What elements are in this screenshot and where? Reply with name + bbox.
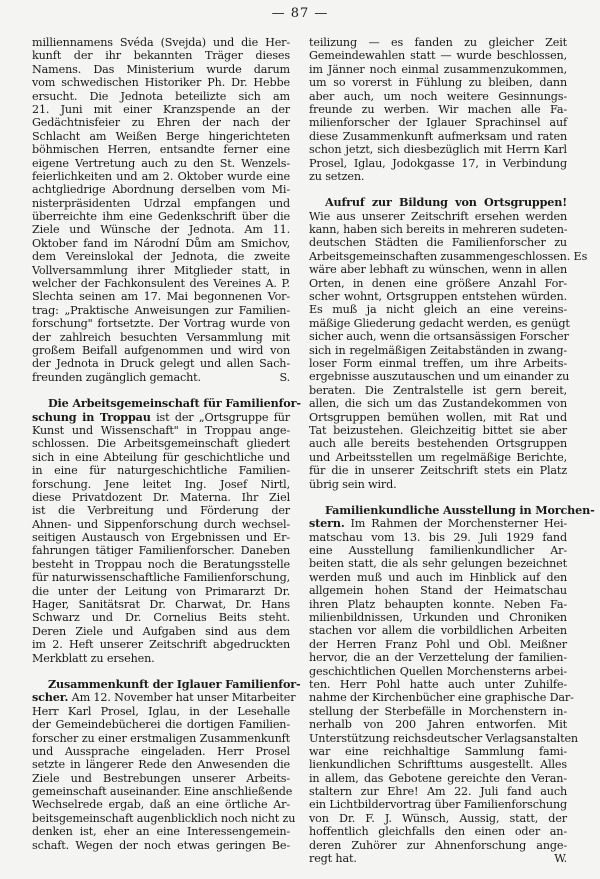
text-line: stachen vor allem die vorbildlichen Arbeiten bbox=[309, 624, 567, 638]
text-line: schaft. Wegen der noch etwas geringen Be- bbox=[32, 838, 290, 852]
text-line: Gedächtnisfeier zu Ehren der nach der bbox=[32, 116, 290, 130]
section-heading: Zusammenkunft der Iglauer Familienfor- bbox=[48, 676, 301, 691]
text-line: geschichtlichen Quellen Morchensterns arbei- bbox=[309, 664, 567, 678]
text-line: werden muß und auch im Hinblick auf den bbox=[309, 570, 567, 584]
text-line: Gemeindewahlen statt — wurde beschlossen, bbox=[309, 49, 567, 63]
text-line: um so vorerst in Fühlung zu bleiben, dann bbox=[309, 76, 567, 90]
text-line: milienforscher der Iglauer Sprachinsel auf bbox=[309, 116, 567, 130]
text-line: Schlacht am Weißen Berge hingerichteten bbox=[32, 129, 290, 143]
paragraph bbox=[309, 36, 567, 183]
text-line: diese Zusammenkunft aufmerksam und raten bbox=[309, 129, 567, 143]
text-line: in allem, das Gebotene gereichte den Veran- bbox=[309, 771, 567, 785]
text-line: teilizung — es fanden zu gleicher Zeit bbox=[309, 36, 567, 49]
section-heading: scher. bbox=[32, 690, 69, 705]
text-line: war eine reichhaltige Sammlung fami- bbox=[309, 744, 567, 758]
column-right bbox=[309, 36, 595, 878]
text-line: ten. Herr Pohl hatte auch unter Zuhilfe- bbox=[309, 677, 567, 691]
section-heading: schung in Troppau bbox=[32, 409, 151, 424]
text-line: Deren Ziele und Aufgaben sind aus dem bbox=[32, 624, 290, 638]
text-line: und Aussprache eingeladen. Herr Prosel bbox=[32, 744, 290, 758]
text-line: setzte in längerer Rede den Anwesenden die bbox=[32, 758, 290, 772]
text-line: welcher der Fachkonsulent des Vereines A. P. bbox=[32, 277, 290, 291]
text-line: sich in eine Abteilung für geschichtliche und bbox=[32, 450, 290, 464]
text-line: Oktober fand im Národní Dům am Smichov, bbox=[32, 236, 290, 250]
text-line: wäre aber lebhaft zu wünschen, wenn in allen bbox=[309, 263, 567, 277]
text-line: freunden zugänglich gemacht. S. bbox=[32, 370, 290, 384]
text-line: aber auch, um noch weitere Gesinnungs- bbox=[309, 89, 567, 103]
text-line: und Arbeitsstellen um regelmäßige Berichte, bbox=[309, 450, 567, 464]
text-line: loser Form einmal treffen, um ihre Arbeits- bbox=[309, 356, 567, 370]
text-line: auch alle bereits bestehenden Ortsgruppen bbox=[309, 437, 567, 451]
text-line: kunft der ihr bekannten Träger dieses bbox=[32, 49, 290, 63]
text-line: deutschen Städten die Familienforscher zu bbox=[309, 236, 567, 250]
text-line: achtgliedrige Abordnung derselben vom Mi- bbox=[32, 183, 290, 197]
text-line: scher wohnt, Ortsgruppen entstehen würden. bbox=[309, 290, 567, 304]
section-heading: stern. bbox=[309, 516, 345, 531]
text-line bbox=[309, 196, 567, 209]
text-line: böhmischen Herren, entsandte ferner eine bbox=[32, 143, 290, 157]
text-line: eine Ausstellung familienkundlicher Ar- bbox=[309, 544, 567, 558]
text-line: Es muß ja nicht gleich an eine vereins- bbox=[309, 303, 567, 317]
text-line: überreichte ihm eine Gedenkschrift über die bbox=[32, 210, 290, 224]
paragraph bbox=[309, 195, 588, 491]
text-line: von Dr. F. J. Wünsch, Aussig, statt, der bbox=[309, 811, 567, 825]
author-signature: W. bbox=[554, 852, 567, 866]
text-line: hervor, die an der Verzettelung der familien- bbox=[309, 651, 567, 665]
text-line: vom schwedischen Historiker Ph. Dr. Hebbe bbox=[32, 76, 290, 90]
text-line: Ziele und Bestrebungen unserer Arbeits- bbox=[32, 771, 290, 785]
text-line: beitsgemeinschaft augenblicklich noch nicht zu bbox=[32, 811, 296, 825]
text-line: freunde zu werben. Wir machen alle Fa- bbox=[309, 102, 567, 116]
text-line: Hager, Sanitätsrat Dr. Charwat, Dr. Hans bbox=[32, 598, 290, 612]
text-line: Ziele und Wünsche der Jednota. Am 11. bbox=[32, 223, 290, 237]
text-line: Unterstützung reichsdeutscher Verlagsanstalten bbox=[309, 731, 578, 745]
section-heading: Familienkundliche Ausstellung in Morchen- bbox=[325, 502, 595, 517]
text-line: milliennamens Svéda (Svejda) und die Her- bbox=[32, 36, 290, 49]
paragraph bbox=[32, 36, 290, 384]
text-line: nahme der Kirchenbücher eine graphische Dar- bbox=[309, 691, 574, 705]
text-line: der Gemeindebücherei die dortigen Familien- bbox=[32, 718, 290, 732]
text-line: regt hat. W. bbox=[309, 852, 567, 866]
text-line: beiten statt, die als sehr gelungen bezeichnet bbox=[309, 557, 567, 571]
text-line: Ortsgruppen bemühen wollen, mit Rat und bbox=[309, 410, 567, 424]
text-line: feierlichkeiten und am 2. Oktober wurde eine bbox=[32, 169, 290, 183]
text-line: der Herren Franz Pohl und Obl. Meißner bbox=[309, 637, 567, 651]
text-line: Wie aus unserer Zeitschrift ersehen werden bbox=[309, 209, 567, 223]
text-line: übrig sein wird. bbox=[309, 477, 397, 491]
text-line: Kunst und Wissenschaft" in Troppau ange- bbox=[32, 423, 290, 437]
author-signature: S. bbox=[279, 370, 290, 384]
section-heading: Die Arbeitsgemeinschaft für Familienfor- bbox=[48, 396, 301, 411]
text-line: trag: „Praktische Anweisungen zur Familien- bbox=[32, 303, 290, 317]
text-line: ergebnisse auszutauschen und um einander zu bbox=[309, 370, 570, 384]
text-line: forschung. Jene leitet Ing. Josef Nirtl, bbox=[32, 477, 290, 491]
text-line: im Jänner noch einmal zusammenzukommen, bbox=[309, 62, 567, 76]
text-line: seitigen Austausch von Ergebnissen und Er- bbox=[32, 531, 290, 545]
text-line: Prosel, Iglau, Jodokgasse 17, in Verbindung bbox=[309, 156, 567, 170]
text-line: in eine für naturgeschichtliche Familien- bbox=[32, 464, 290, 478]
text-line: ist die Verbreitung und Förderung der bbox=[32, 504, 290, 518]
text-line bbox=[309, 502, 595, 517]
text-line: gemeinschaft auseinander. Eine anschließende bbox=[32, 785, 293, 799]
text-line: fahrungen tätiger Familienforscher. Daneben bbox=[32, 544, 290, 558]
text-line: scher. Am 12. November hat unser Mitarbeiter bbox=[32, 690, 296, 705]
section-heading: Aufruf zur Bildung von Ortsgruppen! bbox=[325, 195, 567, 210]
text-line: nisterpräsidenten Udrzal empfangen und bbox=[32, 196, 290, 210]
text-line: schon jetzt, sich diesbezüglich mit Herrn Karl bbox=[309, 143, 567, 157]
text-line: der zahlreich besuchten Versammlung mit bbox=[32, 330, 290, 344]
text-line: staltern zur Ehre! Am 22. Juli fand auch bbox=[309, 785, 567, 799]
text-line: ein Lichtbildervortrag über Familienforschung bbox=[309, 798, 568, 812]
text-line: Arbeitsgemeinschaften zusammengeschlossen. Es bbox=[309, 249, 588, 263]
text-line: Ahnen- und Sippenforschung durch wechsel- bbox=[32, 517, 290, 531]
text-line: Slechta seinen am 17. Mai begonnenen Vor- bbox=[32, 290, 290, 304]
text-line: kann, haben sich bereits in mehreren sudeten- bbox=[309, 223, 568, 237]
text-line: forscher zu einer erstmaligen Zusammenkunft bbox=[32, 731, 290, 745]
text-line: hoffentlich gleichfalls den einen oder an- bbox=[309, 825, 567, 839]
text-line: Wechselrede ergab, daß an eine örtliche Ar- bbox=[32, 798, 290, 812]
text-line: eigene Vertretung auch zu den St. Wenzels- bbox=[32, 156, 290, 170]
text-line: 21. Juni mit einer Kranzspende an der bbox=[32, 102, 290, 116]
text-line: ihren Platz behaupten konnte. Neben Fa- bbox=[309, 597, 567, 611]
text-line: schlossen. Die Arbeitsgemeinschaft gliedert bbox=[32, 437, 290, 451]
text-line: die unter der Leitung von Primararzt Dr. bbox=[32, 584, 290, 598]
text-line: lienkundlichen Schrifttums ausgestellt. Alles bbox=[309, 758, 567, 772]
text-line bbox=[32, 676, 301, 691]
text-line: Tat beizustehen. Gleichzeitig bittet sie aber bbox=[309, 423, 567, 437]
paragraph bbox=[32, 396, 301, 665]
text-line: stern. Im Rahmen der Morchensterner Hei- bbox=[309, 516, 567, 531]
text-line: besteht in Troppau noch die Beratungsstelle bbox=[32, 557, 290, 571]
column-left bbox=[32, 36, 301, 865]
text-line: denken ist, eher an eine Interessengemein- bbox=[32, 825, 290, 839]
text-line: Vollversammlung ihrer Mitglieder statt, in bbox=[32, 263, 290, 277]
text-line: nerhalb von 200 Jahren entworfen. Mit bbox=[309, 718, 567, 732]
text-line: matschau vom 13. bis 29. Juli 1929 fand bbox=[309, 530, 567, 544]
text-line: Orten, in denen eine größere Anzahl For- bbox=[309, 276, 567, 290]
text-line: schung in Troppau ist der „Ortsgruppe für bbox=[32, 409, 290, 424]
text-line bbox=[32, 396, 301, 411]
text-line: zu setzen. bbox=[309, 169, 365, 183]
text-line: der Jednota in Druck gelegt und allen Sach- bbox=[32, 357, 290, 371]
text-line: allgemein hohen Stand der Heimatschau bbox=[309, 584, 567, 598]
page-number: — 87 — bbox=[271, 6, 329, 21]
text-line: sicher auch, wenn die ortsansässigen Forscher bbox=[309, 330, 569, 344]
text-line: forschung" fortsetzte. Der Vortrag wurde von bbox=[32, 317, 290, 331]
text-line: diese Privatdozent Dr. Materna. Ihr Ziel bbox=[32, 490, 290, 504]
paragraph bbox=[32, 676, 301, 852]
text-line: Merkblatt zu ersehen. bbox=[32, 651, 155, 665]
paragraph bbox=[309, 502, 595, 866]
text-line: Schwarz und Dr. Cornelius Beits steht. bbox=[32, 611, 290, 625]
text-line: beraten. Die Zentralstelle ist gern bereit, bbox=[309, 383, 567, 397]
text-line: Herr Karl Prosel, Iglau, in der Lesehalle bbox=[32, 704, 290, 718]
text-line: ersucht. Die Jednota beteilizte sich am bbox=[32, 89, 290, 103]
text-line: für die in unserer Zeitschrift stets ein Platz bbox=[309, 464, 567, 478]
text-line: milienbildnissen, Urkunden und Chroniken bbox=[309, 611, 567, 625]
text-line: für naturwissenschaftliche Familienforschung, bbox=[32, 571, 290, 585]
text-line: sich in regelmäßigen Zeitabständen in zwang- bbox=[309, 343, 567, 357]
text-line: Namens. Das Ministerium wurde darum bbox=[32, 62, 290, 76]
text-line: großem Beifall aufgenommen und wird von bbox=[32, 343, 290, 357]
text-line: im 2. Heft unserer Zeitschrift abgedruckten bbox=[32, 638, 290, 652]
text-line: dem Vereinslokal der Jednota, die zweite bbox=[32, 250, 290, 264]
text-line: mäßige Gliederung gedacht werden, es genügt bbox=[309, 316, 570, 330]
text-line: deren Zuhörer zur Ahnenforschung ange- bbox=[309, 838, 567, 852]
text-line: stellung der Sterbefälle in Morchenstern in- bbox=[309, 704, 567, 718]
text-line: allen, die sich um das Zustandekommen von bbox=[309, 397, 567, 411]
